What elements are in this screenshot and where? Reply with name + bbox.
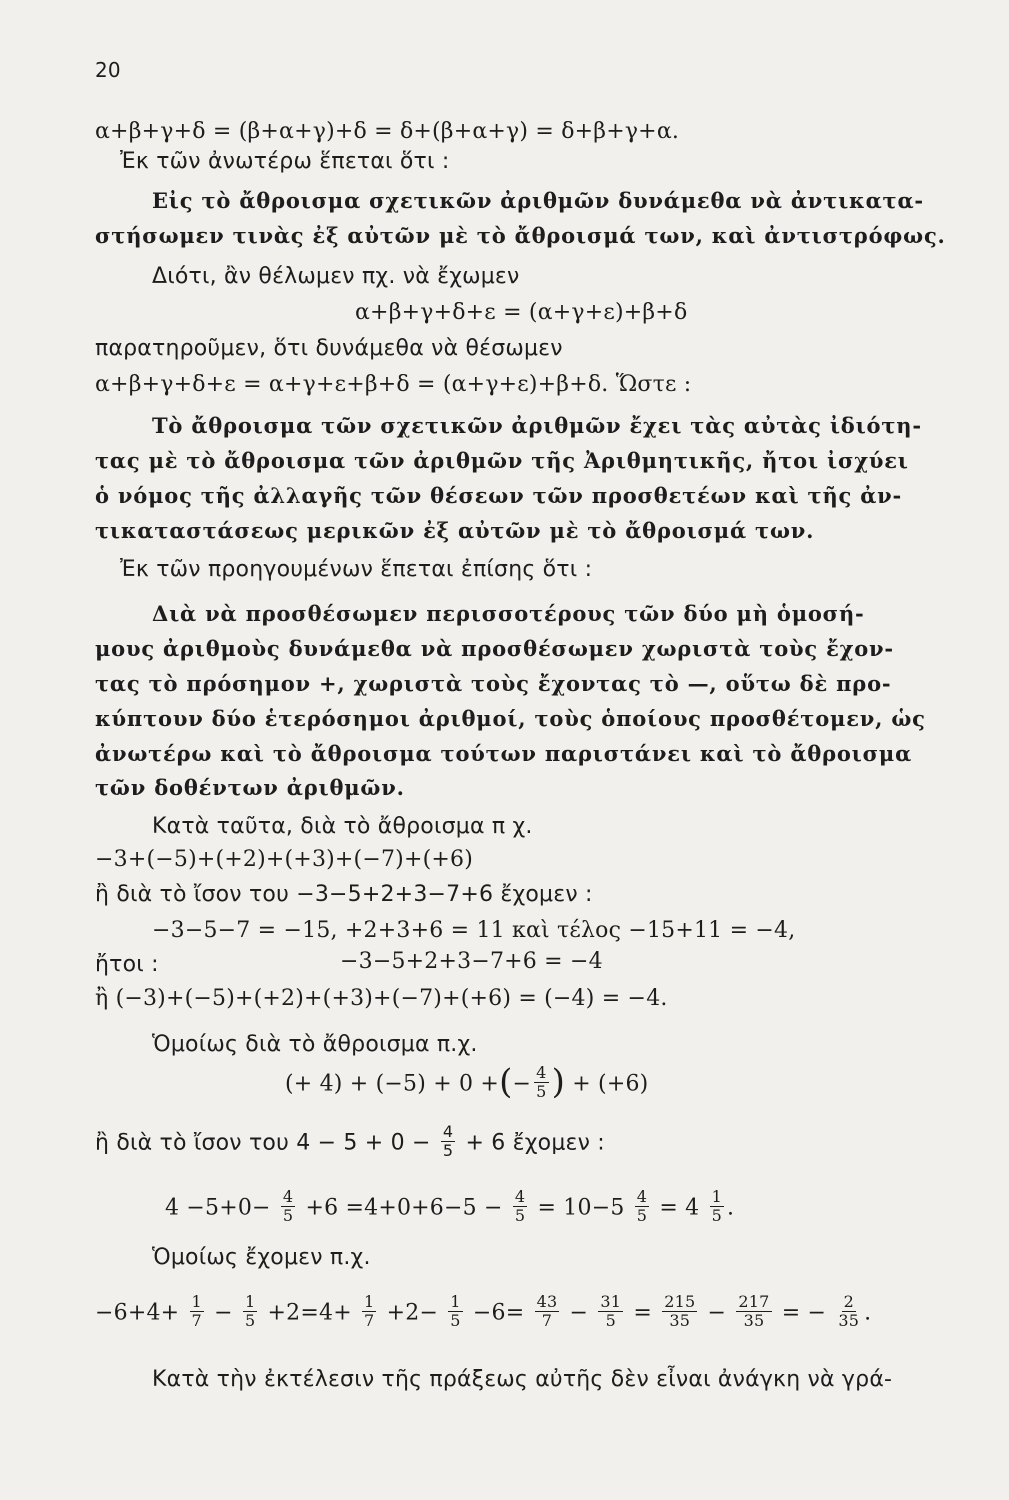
bold-statement-line: ἀνωτέρω καὶ τὸ ἄθροισμα τούτων παριστάνει καὶ τὸ ἄθροισμα xyxy=(95,741,913,766)
expr-part: − xyxy=(214,1300,233,1326)
bold-statement-line: τας μὲ τὸ ἄθροισμα τῶν ἀριθμῶν τῆς Ἀριθμητικῆς, ἤτοι ἰσχύει xyxy=(95,448,909,473)
fraction-numerator: 43 xyxy=(536,1292,558,1311)
fraction-numerator: 31 xyxy=(600,1292,622,1311)
fraction-denominator: 5 xyxy=(536,1082,547,1101)
fraction-numerator: 4 xyxy=(514,1187,526,1206)
text-line: Ὁμοίως διὰ τὸ ἄθροισμα π.χ. xyxy=(152,1032,478,1057)
equation-line: −3−5−7 = −15, +2+3+6 = 11 καὶ τέλος −15+11 = −4, xyxy=(152,918,796,943)
fraction xyxy=(513,1188,527,1225)
expr-part: = − xyxy=(781,1300,827,1326)
paren-close: ) xyxy=(551,1061,566,1102)
expr-part: = xyxy=(633,1300,652,1326)
minus-sign: − xyxy=(512,1071,532,1097)
fraction-numerator: 1 xyxy=(364,1292,375,1311)
fraction xyxy=(736,1293,771,1330)
expr-part: −6+4+ xyxy=(95,1300,180,1326)
fraction xyxy=(281,1188,295,1225)
equation-line xyxy=(165,1187,735,1227)
fraction xyxy=(635,1188,649,1225)
fraction xyxy=(662,1293,697,1330)
fraction-numerator: 2 xyxy=(843,1292,854,1311)
equation-line: α+β+γ+δ+ε = α+γ+ε+β+δ = (α+γ+ε)+β+δ. Ὥστε : xyxy=(95,372,692,397)
text-line: ἤτοι : xyxy=(95,952,159,977)
fraction-numerator: 4 xyxy=(282,1187,294,1206)
fraction-numerator: 1 xyxy=(244,1292,256,1311)
fraction-numerator: 215 xyxy=(664,1292,696,1311)
bold-statement-line: τῶν δοθέντων ἀριθμῶν. xyxy=(95,775,405,800)
bold-statement-line: Τὸ ἄθροισμα τῶν σχετικῶν ἀριθμῶν ἔχει τὰς αὐτὰς ἰδιότη- xyxy=(152,413,922,438)
bold-statement-line: Εἰς τὸ ἄθροισμα σχετικῶν ἀριθμῶν δυνάμεθα νὰ ἀντικατα- xyxy=(152,188,924,213)
equation-line: α+β+γ+δ = (β+α+γ)+δ = δ+(β+α+γ) = δ+β+γ+α. xyxy=(95,119,680,144)
fraction xyxy=(534,1064,548,1101)
fraction-denominator: 7 xyxy=(364,1311,375,1330)
expr-part: 4 −5+0− xyxy=(165,1195,271,1221)
fraction-numerator: 4 xyxy=(442,1122,454,1141)
equation-line xyxy=(95,1122,605,1162)
expr-part: = 4 xyxy=(659,1195,700,1221)
bold-statement-line: μους ἀριθμοὺς δυνάμεθα νὰ προσθέσωμεν χωριστὰ τοὺς ἔχον- xyxy=(95,636,894,661)
fraction-denominator: 5 xyxy=(244,1311,256,1330)
expr-part: +2− xyxy=(386,1300,439,1326)
fraction xyxy=(836,1293,861,1330)
bold-statement-line: στήσωμεν τινὰς ἐξ αὐτῶν μὲ τὸ ἄθροισμά των, καὶ ἀντιστρόφως. xyxy=(95,223,946,248)
text-line: Κατὰ τὴν ἐκτέλεσιν τῆς πράξεως αὐτῆς δὲν εἶναι ἀνάγκη νὰ γρά- xyxy=(152,1367,893,1392)
expr-part: +2=4+ xyxy=(267,1300,352,1326)
expr-part: −6= xyxy=(472,1300,525,1326)
expr-part: = 10−5 xyxy=(537,1195,625,1221)
fraction xyxy=(441,1123,455,1160)
fraction-denominator: 7 xyxy=(541,1311,553,1330)
expr-part: − xyxy=(707,1300,727,1326)
expr-part: ἢ διὰ τὸ ἴσον του 4 − 5 + 0 − xyxy=(95,1130,431,1156)
fraction xyxy=(448,1293,462,1330)
expr-part: (+ 4) + (−5) + 0 + xyxy=(285,1071,500,1097)
fraction xyxy=(362,1293,376,1330)
bold-statement-line: κύπτουν δύο ἑτερόσημοι ἀριθμοί, τοὺς ὁποίους προσθέτομεν, ὡς xyxy=(95,706,926,731)
fraction xyxy=(190,1293,204,1330)
fraction-denominator: 5 xyxy=(450,1311,461,1330)
page-number: 20 xyxy=(95,58,121,82)
fraction xyxy=(710,1188,724,1225)
expr-part: + 6 ἔχομεν : xyxy=(465,1130,605,1156)
bold-statement-line: τικαταστάσεως μερικῶν ἐξ αὐτῶν μὲ τὸ ἄθροισμά των. xyxy=(95,518,815,543)
expr-part: +6 =4+0+6−5 − xyxy=(305,1195,503,1221)
text-line: παρατηροῦμεν, ὅτι δυνάμεθα νὰ θέσωμεν xyxy=(95,336,563,361)
fraction-denominator: 5 xyxy=(636,1206,648,1225)
text-line: Ὁμοίως ἔχομεν π.χ. xyxy=(152,1245,371,1270)
text-line: Διότι, ἂν θέλωμεν πχ. νὰ ἔχωμεν xyxy=(152,264,520,289)
fraction-denominator: 5 xyxy=(711,1206,722,1225)
paren-open: ( xyxy=(499,1061,513,1102)
fraction-denominator: 35 xyxy=(838,1311,860,1330)
expr-part: − xyxy=(569,1300,589,1326)
text-line: Ἐκ τῶν προηγουμένων ἕπεται ἐπίσης ὅτι : xyxy=(120,557,593,582)
fraction-denominator: 5 xyxy=(605,1311,616,1330)
bold-statement-line: Διὰ νὰ προσθέσωμεν περισσοτέρους τῶν δύο μὴ ὁμοσή- xyxy=(152,601,865,626)
fraction-numerator: 4 xyxy=(636,1187,648,1206)
fraction xyxy=(535,1293,560,1330)
expr-part: . xyxy=(864,1300,872,1326)
expr-part: . xyxy=(726,1195,735,1221)
fraction-numerator: 1 xyxy=(191,1292,202,1311)
text-line: ἢ διὰ τὸ ἴσον του −3−5+2+3−7+6 ἔχομεν : xyxy=(95,882,593,907)
bold-statement-line: ὁ νόμος τῆς ἀλλαγῆς τῶν θέσεων τῶν προσθετέων καὶ τῆς ἀν- xyxy=(95,483,903,508)
fraction-denominator: 35 xyxy=(669,1311,691,1330)
equation-line xyxy=(285,1061,649,1103)
fraction-denominator: 5 xyxy=(514,1206,526,1225)
fraction xyxy=(243,1293,257,1330)
fraction-numerator: 1 xyxy=(711,1187,722,1206)
fraction xyxy=(598,1293,623,1330)
equation-line: ἢ (−3)+(−5)+(+2)+(+3)+(−7)+(+6) = (−4) = −4. xyxy=(95,986,668,1011)
fraction-denominator: 7 xyxy=(191,1311,202,1330)
fraction-numerator: 1 xyxy=(450,1292,461,1311)
fraction-numerator: 4 xyxy=(536,1063,547,1082)
text-line: Κατὰ ταῦτα, διὰ τὸ ἄθροισμα π χ. xyxy=(152,814,533,839)
equation-line: α+β+γ+δ+ε = (α+γ+ε)+β+δ xyxy=(355,300,688,325)
equation-line: −3+(−5)+(+2)+(+3)+(−7)+(+6) xyxy=(95,847,473,872)
text-line: Ἐκ τῶν ἀνωτέρω ἕπεται ὅτι : xyxy=(120,149,450,174)
bold-statement-line: τας τὸ πρόσημον +, χωριστὰ τοὺς ἔχοντας τὸ —, οὕτω δὲ προ- xyxy=(95,671,892,696)
fraction-denominator: 5 xyxy=(282,1206,294,1225)
fraction-denominator: 5 xyxy=(442,1141,454,1160)
equation-line: −3−5+2+3−7+6 = −4 xyxy=(340,949,603,974)
fraction-denominator: 35 xyxy=(743,1311,765,1330)
fraction-numerator: 217 xyxy=(738,1292,770,1311)
expr-part: + (+6) xyxy=(572,1071,649,1097)
equation-line xyxy=(95,1292,872,1332)
